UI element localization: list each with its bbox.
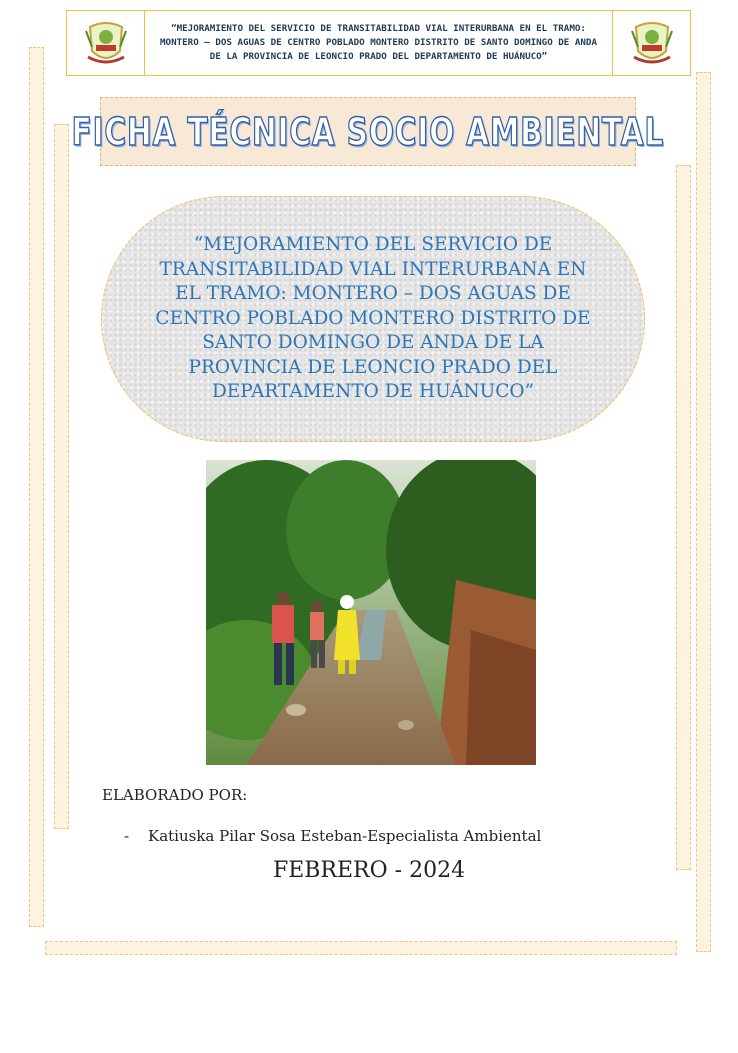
document-title: FICHA TÉCNICA SOCIO AMBIENTAL [71,109,665,154]
decorative-bar-left-outer [29,47,44,927]
header-project-title: “MEJORAMIENTO DEL SERVICIO DE TRANSITABILIDAD VIAL INTERURBANA EN EL TRAMO: MONTERO – DOS AGUAS DE CENTRO POBLADO MONTERO DISTRITO DE SANTO DOMINGO DE ANDA DE LA PROVINCIA DE LEONCIO PRADO DEL DEPARTAMENTO DE HUÁNUCO” [160,23,597,62]
document-date: FEBRERO - 2024 [272,858,466,883]
list-bullet: - [124,827,130,845]
decorative-bar-right-outer [696,72,711,952]
municipal-coat-of-arms-icon [630,17,674,69]
municipal-coat-of-arms-icon [84,17,128,69]
document-header [66,10,691,76]
decorative-bar-bottom [45,941,677,955]
project-name: “MEJORAMIENTO DEL SERVICIO DE TRANSITABILIDAD VIAL INTERURBANA EN EL TRAMO: MONTERO – DOS AGUAS DE CENTRO POBLADO MONTERO DISTRITO DE SANTO DOMINGO DE ANDA DE LA PROVINCIA DE LEONCIO PRADO DEL DEPARTAMENTO DE HUÁNUCO” [155,234,591,403]
title-banner [71,97,665,166]
decorative-bar-right-inner [676,165,691,870]
header-logo-right [612,11,690,75]
author-name: Katiuska Pilar Sosa Esteban-Especialista Ambiental [148,827,542,845]
field-photo [206,460,536,765]
header-logo-left [67,11,145,75]
author-list-item [124,827,541,845]
prepared-by-label: ELABORADO POR: [102,786,248,804]
field-photo-road-in-forest [206,460,536,765]
project-name-panel [101,196,645,442]
decorative-bar-left-inner [54,124,69,829]
